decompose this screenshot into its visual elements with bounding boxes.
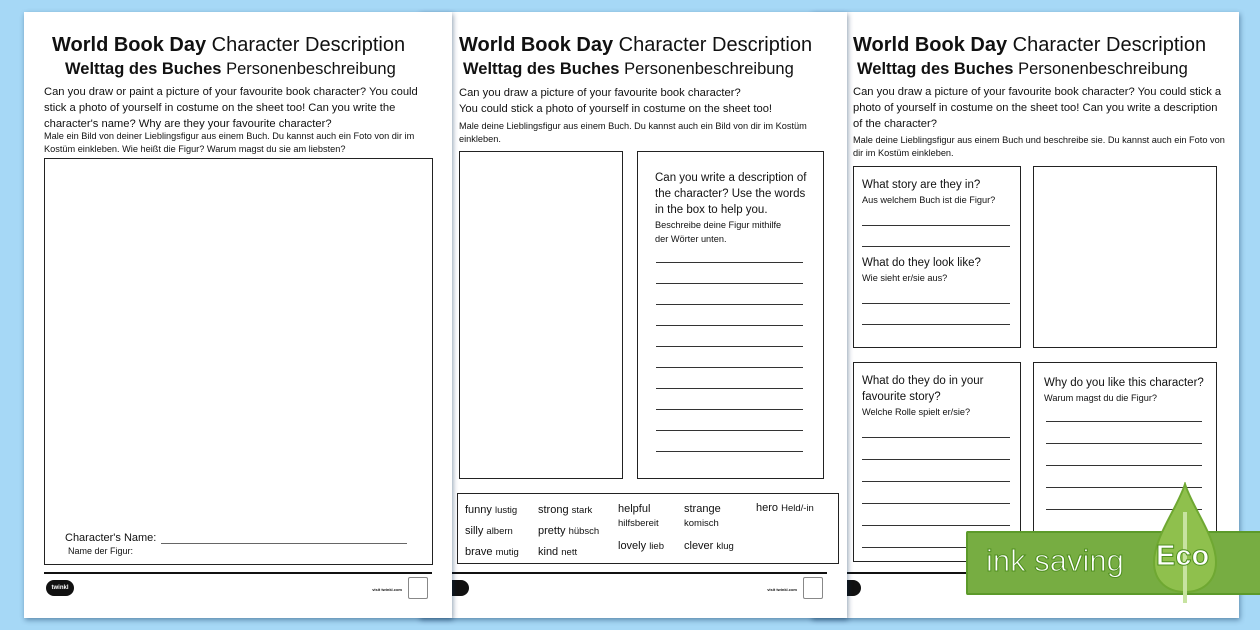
word: hero Held/-in [756, 502, 814, 514]
title: World Book Day Character Description [459, 34, 813, 56]
name-label-de: Name der Figur: [68, 546, 134, 556]
instructions-en-1: Can you draw a picture of your favourite book character? [459, 87, 741, 99]
picture-box [1033, 166, 1217, 348]
eco-label: Eco [1156, 540, 1210, 572]
description-prompt-de: Beschreibe deine Figur mithilfe der Wörter unten. [655, 220, 782, 244]
word: helpful hilfsbereit [618, 503, 659, 529]
word: kind nett [538, 546, 578, 558]
word: clever klug [684, 540, 734, 552]
title: World Book Day Character Description [52, 34, 406, 56]
word: strange komisch [684, 503, 721, 529]
question-de: Wie sieht er/sie aus? [862, 273, 948, 283]
name-field-line [161, 543, 407, 544]
word: funny lustig [465, 504, 518, 516]
word: pretty hübsch [538, 525, 600, 537]
ink-saving-text: ink saving [986, 543, 1124, 578]
question: Why do you like this character? [1044, 377, 1204, 389]
word: lovely lieb [618, 540, 664, 552]
description-prompt: Can you write a description of the character? Use the words in the box to help you. [655, 172, 807, 216]
worksheet-page-2 [419, 12, 847, 618]
instructions-en: Can you draw or paint a picture of your favourite book character? You could stick a photo of yourself in costume on the sheet too! Can you write the character's name? Why are they your favourite character? [44, 86, 418, 130]
word: silly albern [465, 525, 513, 537]
instructions-de: Male ein Bild von deiner Lieblingsfigur aus einem Buch. Du kannst auch ein Foto von dir im Kostüm einkleben. Wie heißt die Figur? Warum magst du sie am liebsten? [44, 131, 415, 154]
subtitle: Welttag des Buches Personenbeschreibung [857, 60, 1188, 78]
picture-box [44, 158, 433, 565]
visit-text: visit twinkl.com [372, 587, 402, 592]
picture-box [459, 151, 623, 479]
question: What do they look like? [862, 257, 981, 269]
subtitle: Welttag des Buches Personenbeschreibung [463, 60, 794, 78]
question-box-story [853, 166, 1021, 348]
word: strong stark [538, 504, 593, 516]
question-de: Warum magst du die Figur? [1044, 393, 1158, 403]
question-de: Welche Rolle spielt er/sie? [862, 407, 971, 417]
twinkl-logo: twinkl [46, 580, 74, 596]
word: brave mutig [465, 546, 519, 558]
name-label: Character's Name: [65, 532, 157, 544]
subtitle: Welttag des Buches Personenbeschreibung [65, 60, 396, 78]
title: World Book Day Character Description [853, 34, 1207, 56]
instructions-de: Male deine Lieblingsfigur aus einem Buch und beschreibe sie. Du kannst auch ein Foto von dir im Kostüm einkleben. [853, 135, 1225, 158]
question: What do they do in your favourite story? [862, 375, 984, 403]
visit-text: visit twinkl.com [767, 587, 797, 592]
word-bank [457, 493, 839, 564]
instructions-en: Can you draw a picture of your favourite book character? You could stick a photo of yourself in costume on the sheet too! Can you write a description of the character? [853, 86, 1222, 130]
quality-badge-icon [408, 577, 428, 599]
description-box [637, 151, 824, 479]
quality-badge-icon [803, 577, 823, 599]
question: What story are they in? [862, 179, 981, 191]
instructions-de: Male deine Lieblingsfigur aus einem Buch. Du kannst auch ein Bild von dir im Kostüm einkleben. [459, 121, 807, 144]
question-de: Aus welchem Buch ist die Figur? [862, 195, 996, 205]
instructions-en-2: You could stick a photo of yourself in costume on the sheet too! [459, 103, 773, 115]
worksheet-page-1 [24, 12, 452, 618]
